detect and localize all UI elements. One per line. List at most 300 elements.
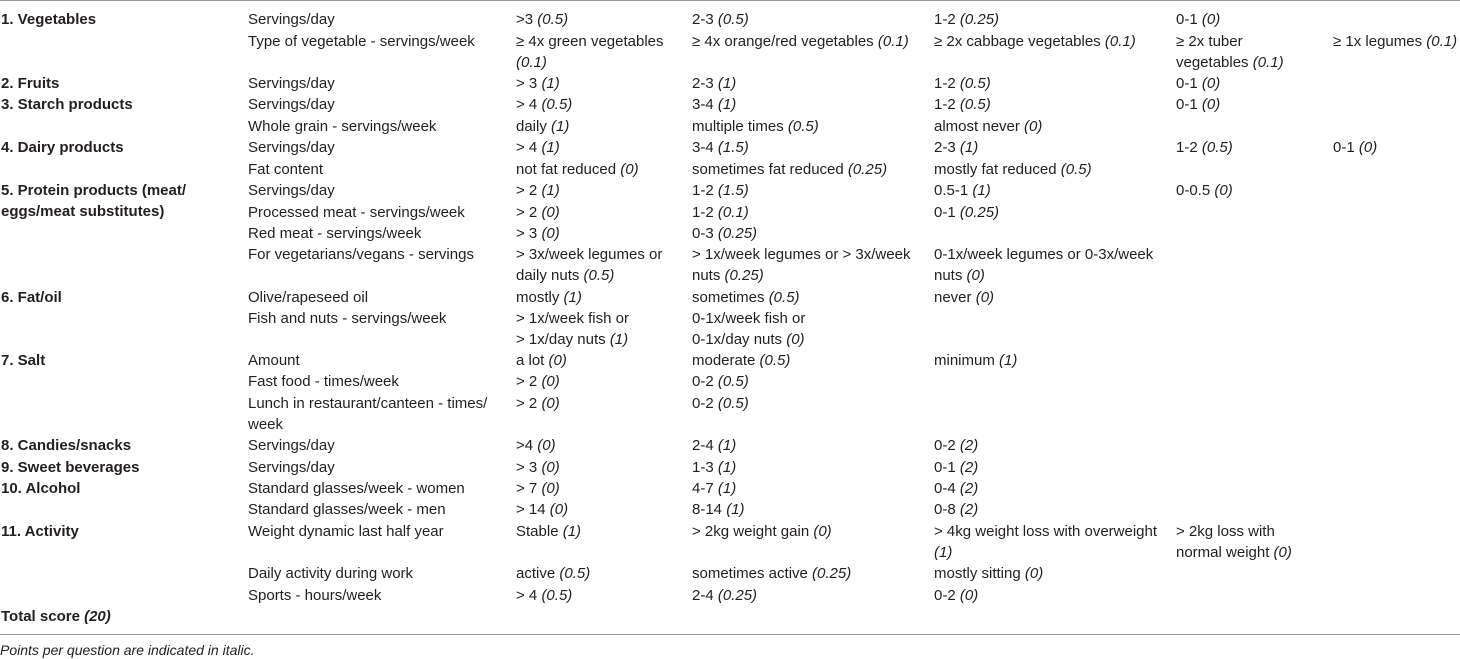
cell-text: Red meat - servings/week (248, 225, 422, 242)
answer-option-2 (692, 393, 749, 414)
cell-text: vegetables (1176, 54, 1253, 71)
question-label (248, 137, 335, 158)
cell-points: (0) (1024, 565, 1044, 582)
cell-text: 10. Alcohol (1, 480, 81, 497)
cell-points: (0.25) (717, 225, 758, 242)
cell-text: Fat content (248, 161, 324, 178)
cell-text: almost never (934, 118, 1025, 135)
cell-text: eggs/meat substitutes) (1, 203, 165, 220)
cell-points: (0.1) (516, 54, 547, 71)
cell-text: ≥ 4x orange/red vegetables (692, 33, 878, 50)
cell-points: (1) (717, 459, 737, 476)
question-label (248, 585, 381, 606)
cell-text: week (248, 416, 284, 433)
answer-option-3 (934, 585, 978, 606)
category-label (1, 94, 133, 115)
cell-text: 3. Starch products (1, 96, 133, 113)
answer-option-1 (516, 116, 569, 137)
cell-points: (0) (1201, 96, 1221, 113)
answer-option-1 (516, 244, 662, 286)
cell-points: (0.5) (559, 565, 591, 582)
cell-text: sometimes (692, 289, 769, 306)
answer-option-3 (934, 116, 1042, 137)
cell-text: > 3x/week legumes or (516, 246, 663, 263)
table-bottom-rule (0, 634, 1460, 635)
cell-points: (0.25) (724, 267, 764, 284)
answer-option-1 (516, 9, 568, 30)
cell-text: Servings/day (248, 11, 335, 28)
category-label (1, 478, 80, 499)
category-label (1, 9, 96, 30)
cell-points: (0) (1024, 118, 1043, 135)
answer-option-3 (934, 521, 1157, 563)
cell-points: (0.5) (717, 373, 749, 390)
cell-points: (0) (541, 373, 560, 390)
cell-points: (1) (934, 544, 953, 561)
cell-text: ≥ 4x green vegetables (516, 33, 664, 50)
answer-option-1 (516, 478, 560, 499)
cell-points: (0.5) (541, 96, 573, 113)
cell-points: (2) (959, 459, 979, 476)
cell-points: (0) (1201, 75, 1221, 92)
cell-points: (1) (717, 437, 737, 454)
answer-option-3 (934, 9, 999, 30)
cell-points: (0.5) (1060, 161, 1092, 178)
answer-option-1 (516, 31, 664, 73)
question-label (248, 457, 335, 478)
cell-text: 0.5-1 (934, 182, 973, 199)
cell-points: (0.5) (959, 96, 991, 113)
cell-text: > 4 (516, 96, 542, 113)
answer-option-4 (1176, 9, 1220, 30)
answer-option-1 (516, 73, 560, 94)
table-top-rule (0, 0, 1460, 1)
cell-text: > 1x/week legumes or > 3x/week (692, 246, 911, 263)
cell-text: Weight dynamic last half year (248, 523, 444, 540)
cell-text: > 2 (516, 204, 542, 221)
answer-option-3 (934, 435, 978, 456)
cell-points: (0.5) (717, 11, 749, 28)
cell-text: 1-2 (692, 204, 718, 221)
cell-text: Servings/day (248, 459, 335, 476)
answer-option-2 (692, 499, 745, 520)
question-label (248, 350, 300, 371)
cell-text: multiple times (692, 118, 788, 135)
cell-text: 0-4 (934, 480, 960, 497)
cell-text: mostly fat reduced (934, 161, 1061, 178)
cell-text: 3-4 (692, 139, 718, 156)
cell-text: 5. Protein products (meat/ (1, 182, 187, 199)
category-label (1, 435, 131, 456)
cell-points: (0.25) (717, 587, 758, 604)
answer-option-2 (692, 371, 749, 392)
cell-points: (1.5) (717, 139, 749, 156)
category-label (1, 521, 79, 542)
category-label (1, 73, 59, 94)
question-label (248, 563, 413, 584)
question-label (248, 180, 335, 201)
question-label (248, 31, 475, 52)
cell-text: 0-1x/week fish or (692, 310, 806, 327)
cell-points: (0) (541, 459, 560, 476)
answer-option-2 (692, 159, 887, 180)
answer-option-1 (516, 371, 560, 392)
total-score-label: Total score (20) (1, 608, 111, 625)
cell-points: (1.5) (717, 182, 749, 199)
answer-option-3 (934, 499, 978, 520)
cell-points: (1) (999, 352, 1018, 369)
answer-option-2 (692, 244, 910, 286)
answer-option-2 (692, 137, 749, 158)
cell-text: 0-2 (692, 373, 718, 390)
answer-option-1 (516, 94, 572, 115)
question-label (248, 521, 444, 542)
cell-text: 0-1 (1176, 96, 1202, 113)
cell-points: (0) (786, 331, 805, 348)
cell-text: 9. Sweet beverages (1, 459, 140, 476)
answer-option-1 (516, 499, 568, 520)
cell-points: (0.5) (959, 75, 991, 92)
cell-text: 1-2 (934, 96, 960, 113)
total-score-points: (20) (84, 608, 111, 625)
question-label (248, 393, 487, 435)
cell-points: (1) (609, 331, 629, 348)
cell-text: 0-1 (1333, 139, 1359, 156)
cell-points: (0.5) (1201, 139, 1233, 156)
question-label (248, 9, 335, 30)
cell-points: (0.1) (1104, 33, 1136, 50)
cell-text: 0-1x/day nuts (692, 331, 787, 348)
answer-option-4 (1176, 94, 1220, 115)
cell-points: (0.25) (847, 161, 888, 178)
category-label (1, 180, 186, 222)
cell-text: > 4 (516, 587, 542, 604)
cell-points: (1) (726, 501, 745, 518)
cell-points: (0) (1201, 11, 1221, 28)
cell-points: (1) (563, 289, 582, 306)
cell-points: (0) (541, 395, 560, 412)
cell-text: moderate (692, 352, 760, 369)
cell-text: sometimes fat reduced (692, 161, 848, 178)
cell-text: > 3 (516, 75, 542, 92)
answer-option-2 (692, 563, 851, 584)
cell-text: 0-2 (934, 587, 960, 604)
answer-option-2 (692, 73, 736, 94)
cell-text: Servings/day (248, 96, 335, 113)
answer-option-2 (692, 180, 749, 201)
cell-text: a lot (516, 352, 549, 369)
answer-option-1 (516, 137, 560, 158)
answer-option-2 (692, 457, 736, 478)
cell-text: Fish and nuts - servings/week (248, 310, 447, 327)
cell-points: (0) (541, 480, 560, 497)
question-label (248, 244, 474, 265)
answer-option-3 (934, 287, 994, 308)
cell-text: never (934, 289, 976, 306)
cell-text: 8-14 (692, 501, 727, 518)
cell-text: ≥ 1x legumes (1333, 33, 1427, 50)
cell-text: > 3 (516, 225, 542, 242)
question-label (248, 223, 421, 244)
answer-option-3 (934, 478, 978, 499)
cell-points: (1) (972, 182, 991, 199)
cell-text: 1-2 (934, 75, 960, 92)
cell-text: > 7 (516, 480, 542, 497)
cell-text: 0-0.5 (1176, 182, 1215, 199)
cell-text: mostly (516, 289, 564, 306)
cell-points: (0.5) (787, 118, 819, 135)
cell-text: Olive/rapeseed oil (248, 289, 369, 306)
cell-points: (0.5) (537, 11, 569, 28)
cell-text: 3-4 (692, 96, 718, 113)
answer-option-5 (1333, 137, 1377, 158)
cell-text: > 1x/week fish or (516, 310, 629, 327)
answer-option-3 (934, 244, 1153, 286)
answer-option-1 (516, 393, 560, 414)
cell-text: 0-1 (934, 204, 960, 221)
cell-text: > 2 (516, 182, 542, 199)
answer-option-3 (934, 94, 991, 115)
cell-points: (0) (975, 289, 995, 306)
cell-text: ≥ 2x tuber (1176, 33, 1243, 50)
cell-points: (0) (620, 161, 639, 178)
cell-text: Servings/day (248, 75, 335, 92)
cell-text: > 2kg loss with (1176, 523, 1275, 540)
cell-text: 6. Fat/oil (1, 289, 62, 306)
answer-option-2 (692, 31, 909, 52)
answer-option-5 (1333, 31, 1457, 52)
cell-points: (0.1) (877, 33, 909, 50)
question-label (248, 371, 399, 392)
answer-option-2 (692, 308, 805, 350)
cell-text: 0-2 (692, 395, 718, 412)
cell-text: > 3 (516, 459, 542, 476)
answer-option-1 (516, 585, 572, 606)
answer-option-3 (934, 350, 1017, 371)
cell-text: For vegetarians/vegans - servings (248, 246, 474, 263)
cell-text: 1-2 (692, 182, 718, 199)
answer-option-3 (934, 159, 1092, 180)
cell-text: 2. Fruits (1, 75, 60, 92)
cell-points: (0) (1273, 544, 1292, 561)
answer-option-4 (1176, 137, 1233, 158)
question-label (248, 202, 465, 223)
cell-text: 2-3 (692, 75, 718, 92)
cell-points: (0) (537, 437, 556, 454)
answer-option-2 (692, 94, 736, 115)
cell-text: 11. Activity (1, 523, 79, 540)
cell-text: 1. Vegetables (1, 11, 97, 28)
question-label (248, 94, 335, 115)
category-label (1, 287, 62, 308)
cell-text: Standard glasses/week - women (248, 480, 465, 497)
cell-points: (0.5) (541, 587, 573, 604)
cell-text: 4. Dairy products (1, 139, 124, 156)
cell-points: (0) (959, 587, 979, 604)
cell-points: (1) (959, 139, 979, 156)
cell-text: > 4kg weight loss with overweight (934, 523, 1158, 540)
cell-text: Whole grain - servings/week (248, 118, 437, 135)
question-label (248, 435, 335, 456)
category-label (1, 350, 45, 371)
answer-option-4 (1176, 521, 1292, 563)
cell-text: minimum (934, 352, 1000, 369)
cell-points: (1) (562, 523, 582, 540)
cell-text: Standard glasses/week - men (248, 501, 446, 518)
cell-text: 2-4 (692, 587, 718, 604)
answer-option-2 (692, 478, 736, 499)
cell-points: (0) (966, 267, 985, 284)
question-label (248, 308, 446, 329)
cell-text: > 1x/day nuts (516, 331, 610, 348)
cell-text: Lunch in restaurant/canteen - times/ (248, 395, 488, 412)
answer-option-1 (516, 287, 582, 308)
answer-option-1 (516, 350, 567, 371)
answer-option-1 (516, 457, 560, 478)
cell-text: 0-8 (934, 501, 960, 518)
question-label (248, 287, 368, 308)
answer-option-2 (692, 585, 757, 606)
cell-text: Servings/day (248, 437, 335, 454)
category-label (1, 457, 139, 478)
cell-text: 0-2 (934, 437, 960, 454)
cell-text: Daily activity during work (248, 565, 414, 582)
cell-points: (0) (549, 501, 569, 518)
cell-points: (0) (541, 204, 560, 221)
cell-text: ≥ 2x cabbage vegetables (934, 33, 1105, 50)
cell-text: 2-4 (692, 437, 718, 454)
cell-text: Type of vegetable - servings/week (248, 33, 475, 50)
answer-option-2 (692, 521, 832, 542)
answer-option-1 (516, 308, 629, 350)
cell-text: normal weight (1176, 544, 1274, 561)
cell-points: (2) (959, 501, 979, 518)
answer-option-2 (692, 287, 800, 308)
footnote: Points per question are indicated in italic. (0, 642, 255, 658)
cell-points: (0) (1214, 182, 1233, 199)
cell-points: (1) (541, 75, 560, 92)
cell-text: 1-2 (1176, 139, 1202, 156)
cell-points: (0) (548, 352, 567, 369)
cell-text: >4 (516, 437, 538, 454)
cell-points: (0) (813, 523, 832, 540)
answer-option-1 (516, 180, 560, 201)
cell-points: (0.25) (959, 11, 1000, 28)
cell-text: > 4 (516, 139, 542, 156)
cell-points: (1) (717, 96, 737, 113)
cell-text: daily nuts (516, 267, 584, 284)
cell-text: 2-3 (934, 139, 960, 156)
answer-option-2 (692, 202, 749, 223)
cell-text: sometimes active (692, 565, 813, 582)
cell-text: 0-1 (1176, 75, 1202, 92)
cell-text: > 2kg weight gain (692, 523, 814, 540)
cell-text: active (516, 565, 560, 582)
cell-points: (1) (541, 182, 560, 199)
question-label (248, 116, 436, 137)
answer-option-3 (934, 563, 1043, 584)
answer-option-3 (934, 31, 1136, 52)
cell-text: nuts (934, 267, 967, 284)
answer-option-4 (1176, 31, 1284, 73)
cell-text: > 14 (516, 501, 550, 518)
cell-text: Processed meat - servings/week (248, 204, 465, 221)
cell-text: 2-3 (692, 11, 718, 28)
cell-text: 7. Salt (1, 352, 46, 369)
cell-points: (0.1) (1426, 33, 1458, 50)
question-label (248, 73, 335, 94)
answer-option-2 (692, 435, 736, 456)
cell-text: Stable (516, 523, 563, 540)
cell-text: >3 (516, 11, 538, 28)
cell-text: 1-2 (934, 11, 960, 28)
answer-option-2 (692, 350, 790, 371)
answer-option-1 (516, 521, 581, 542)
cell-points: (0.25) (812, 565, 852, 582)
answer-option-1 (516, 563, 590, 584)
cell-text: Servings/day (248, 139, 335, 156)
cell-text: not fat reduced (516, 161, 621, 178)
answer-option-2 (692, 116, 819, 137)
cell-text: 8. Candies/snacks (1, 437, 132, 454)
cell-text: nuts (692, 267, 725, 284)
cell-points: (2) (959, 437, 979, 454)
cell-points: (1) (717, 480, 737, 497)
category-label (1, 137, 124, 158)
cell-text: Servings/day (248, 182, 335, 199)
answer-option-2 (692, 9, 749, 30)
answer-option-2 (692, 223, 757, 244)
cell-text: 0-1 (1176, 11, 1202, 28)
answer-option-1 (516, 435, 556, 456)
cell-text: Sports - hours/week (248, 587, 382, 604)
cell-text: 4-7 (692, 480, 718, 497)
cell-text: 0-3 (692, 225, 718, 242)
answer-option-3 (934, 202, 999, 223)
cell-text: mostly sitting (934, 565, 1025, 582)
question-label (248, 499, 446, 520)
cell-points: (2) (959, 480, 979, 497)
cell-points: (0.25) (959, 204, 1000, 221)
cell-text: Fast food - times/week (248, 373, 399, 390)
cell-points: (0.5) (768, 289, 800, 306)
cell-text: Amount (248, 352, 300, 369)
cell-text: 0-1 (934, 459, 960, 476)
answer-option-3 (934, 73, 991, 94)
cell-points: (0.1) (717, 204, 749, 221)
answer-option-4 (1176, 180, 1233, 201)
answer-option-1 (516, 202, 560, 223)
question-label (248, 478, 465, 499)
cell-points: (0.5) (583, 267, 615, 284)
cell-text: 1-3 (692, 459, 718, 476)
cell-text: daily (516, 118, 552, 135)
cell-text: > 2 (516, 395, 542, 412)
answer-option-3 (934, 137, 978, 158)
answer-option-3 (934, 457, 978, 478)
cell-points: (1) (717, 75, 737, 92)
cell-text: 0-1x/week legumes or 0-3x/week (934, 246, 1154, 263)
answer-option-3 (934, 180, 991, 201)
cell-points: (0.5) (717, 395, 749, 412)
cell-points: (0.5) (759, 352, 791, 369)
cell-points: (0) (1358, 139, 1378, 156)
answer-option-4 (1176, 73, 1220, 94)
cell-points: (0.1) (1252, 54, 1284, 71)
cell-text: > 2 (516, 373, 542, 390)
answer-option-1 (516, 159, 639, 180)
cell-points: (1) (551, 118, 570, 135)
